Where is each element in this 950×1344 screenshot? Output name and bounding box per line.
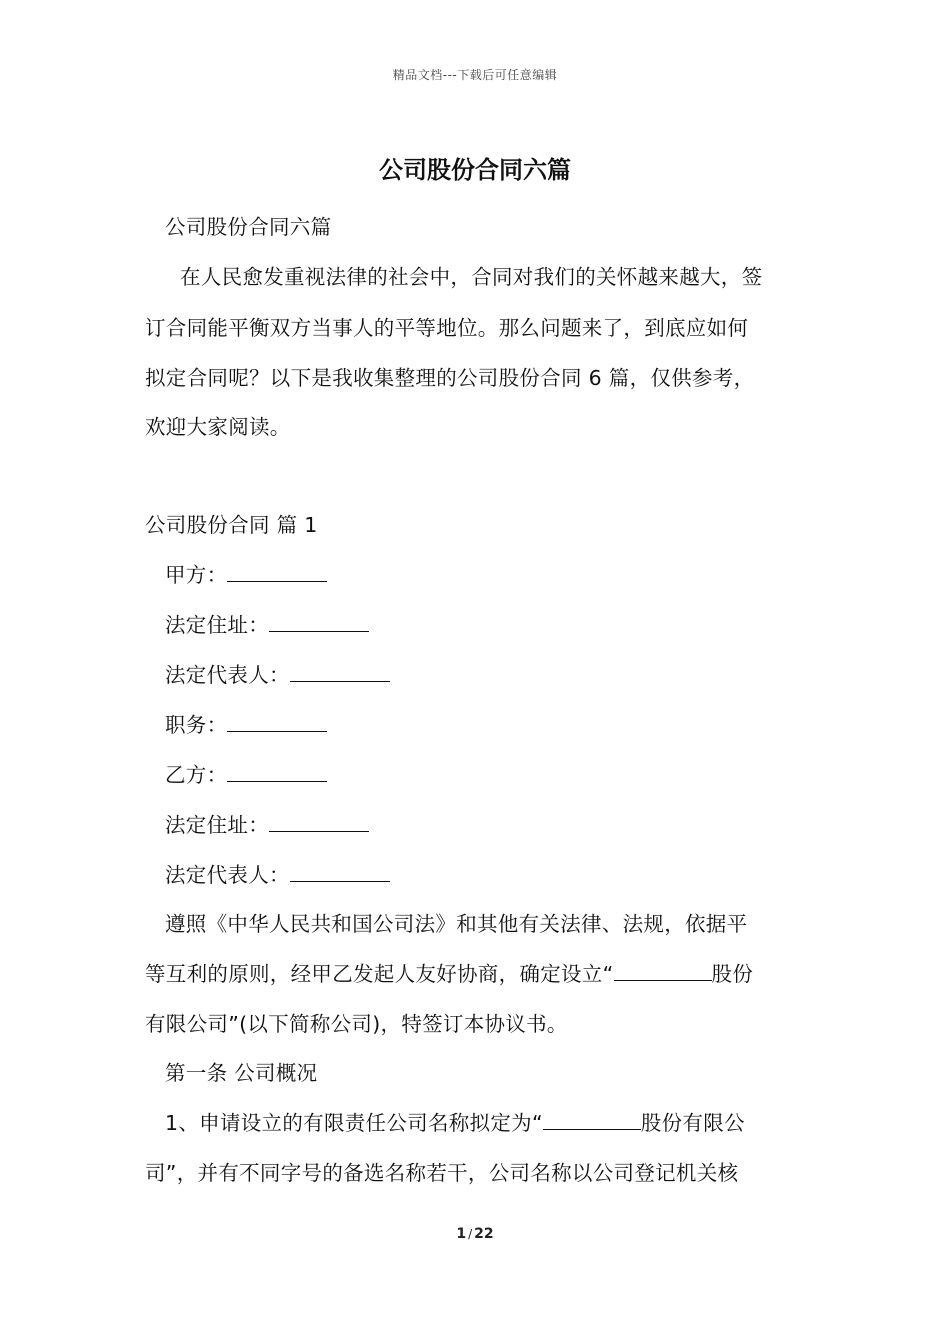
field-representative-a <box>165 658 390 688</box>
fill-in-blank <box>269 811 369 832</box>
fill-in-blank <box>290 661 390 682</box>
item1-line-1-start: 1、申请设立的有限责任公司名称拟定为“ <box>165 1111 543 1135</box>
para1-line-3: 有限公司”(以下简称公司)，特签订本协议书。 <box>145 1012 568 1036</box>
fill-in-blank <box>227 711 327 732</box>
fill-in-blank <box>543 1109 641 1130</box>
field-label: 甲方： <box>165 563 228 587</box>
page-number <box>0 1226 950 1242</box>
para1-line-2-start: 等互利的原则，经甲乙发起人友好协商，确定设立“ <box>145 962 614 986</box>
document-subtitle: 公司股份合同六篇 <box>165 215 332 239</box>
current-page: 1 <box>456 1226 467 1242</box>
intro-line-2: 订合同能平衡双方当事人的平等地位。那么问题来了，到底应如何 <box>145 316 749 340</box>
intro-line-1: 在人民愈发重视法律的社会中，合同对我们的关怀越来越大，签 <box>180 265 763 289</box>
field-address-a <box>165 608 369 638</box>
field-label: 法定住址： <box>165 813 269 837</box>
field-label: 法定代表人： <box>165 863 290 887</box>
fill-in-blank <box>227 761 327 782</box>
page-separator: / <box>468 1227 473 1241</box>
fill-in-blank <box>269 611 369 632</box>
article-heading: 第一条 公司概况 <box>165 1061 318 1085</box>
field-label: 乙方： <box>165 763 228 787</box>
field-label: 职务： <box>165 713 228 737</box>
total-pages: 22 <box>474 1226 494 1242</box>
fill-in-blank <box>614 960 712 981</box>
field-party-b <box>165 758 327 788</box>
fill-in-blank <box>290 861 390 882</box>
item1-line-1 <box>165 1106 745 1136</box>
field-position <box>165 708 327 738</box>
item1-line-1-end: 股份有限公 <box>640 1111 745 1135</box>
item1-line-2: 司”，并有不同字号的备选名称若干，公司名称以公司登记机关核 <box>145 1161 739 1185</box>
field-representative-b <box>165 858 390 888</box>
section-heading: 公司股份合同 篇 1 <box>145 513 318 537</box>
para1-line-2-end: 股份 <box>711 962 754 986</box>
fill-in-blank <box>227 561 327 582</box>
field-address-b <box>165 808 369 838</box>
para1-line-1: 遵照《中华人民共和国公司法》和其他有关法律、法规，依据平 <box>165 912 748 936</box>
intro-line-3: 拟定合同呢？以下是我收集整理的公司股份合同 6 篇，仅供参考， <box>145 366 755 390</box>
field-party-a <box>165 558 327 588</box>
page-header: 精品文档---下载后可任意编辑 <box>392 68 558 82</box>
intro-line-4: 欢迎大家阅读。 <box>145 415 291 439</box>
document-title: 公司股份合同六篇 <box>379 156 571 184</box>
field-label: 法定代表人： <box>165 663 290 687</box>
field-label: 法定住址： <box>165 613 269 637</box>
para1-line-2 <box>145 957 753 987</box>
